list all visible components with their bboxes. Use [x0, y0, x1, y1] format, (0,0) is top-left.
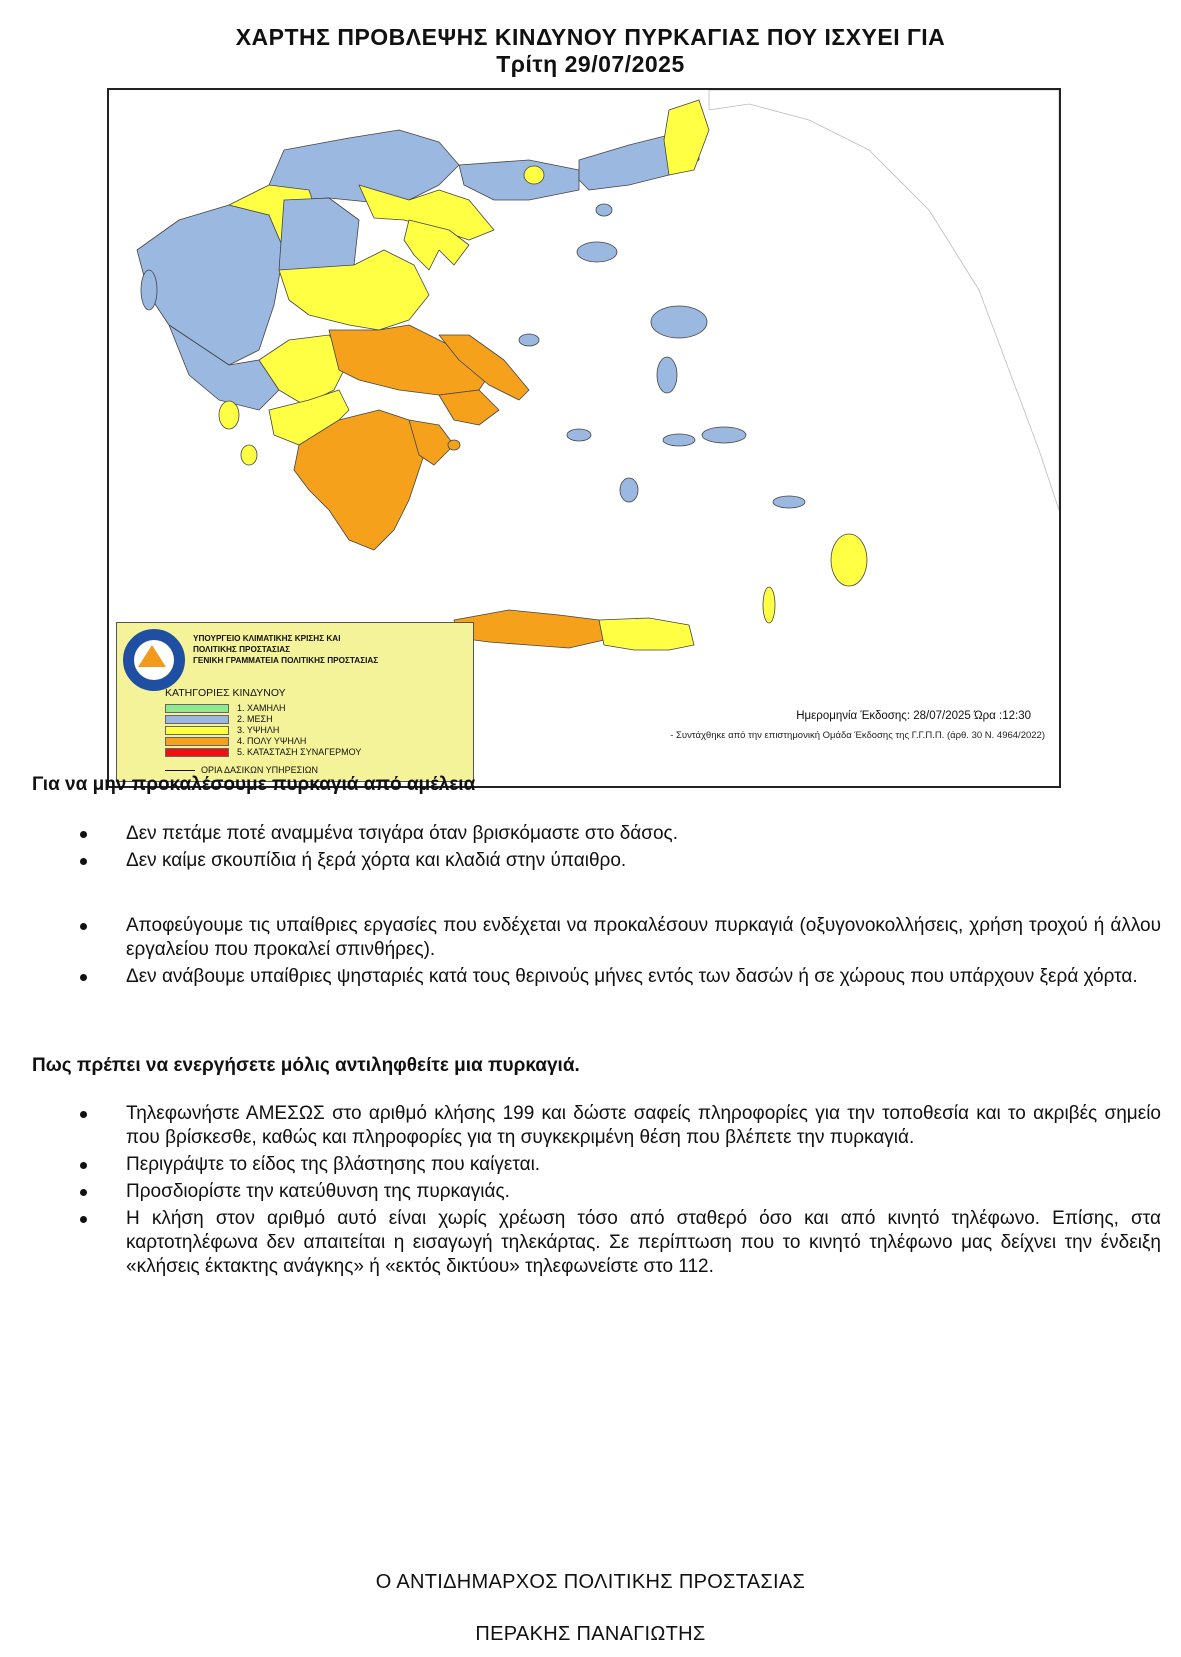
island-kefalonia — [219, 401, 239, 429]
prevention-list-a — [0, 822, 1181, 876]
region-east-macedonia — [459, 160, 579, 200]
map-legend — [116, 622, 474, 782]
bullet-icon — [80, 923, 87, 930]
legend-item-low: 1. ΧΑΜΗΛΗ — [165, 703, 465, 713]
island-andros — [567, 429, 591, 441]
bullet-icon — [80, 1189, 87, 1196]
island-naxos — [620, 478, 638, 502]
map-title-line2: Τρίτη 29/07/2025 — [496, 51, 685, 77]
list-item: Περιγράψτε το είδος της βλάστησης που καίγεται. — [0, 1153, 1181, 1177]
legend-item-boundaries: ΟΡΙΑ ΔΑΣΙΚΩΝ ΥΠΗΡΕΣΙΩΝ — [165, 765, 465, 776]
legend-item-alert: 5. ΚΑΤΑΣΤΑΣΗ ΣΥΝΑΓΕΡΜΟΥ — [165, 747, 465, 757]
bullet-icon — [80, 1216, 87, 1223]
section-heading-action: Πως πρέπει να ενεργήσετε μόλις αντιληφθείτε μια πυρκαγιά. — [32, 1055, 580, 1076]
island-ikaria — [663, 434, 695, 446]
swatch-alert — [165, 748, 229, 757]
signature-role: Ο ΑΝΤΙΔΗΜΑΡΧΟΣ ΠΟΛΙΤΙΚΗΣ ΠΡΟΣΤΑΣΙΑΣ — [375, 1571, 806, 1593]
region-crete-west-orange — [454, 610, 604, 648]
region-epirus — [137, 205, 284, 365]
island-chios — [657, 357, 677, 393]
map-title-line1: ΧΑΡΤΗΣ ΠΡΟΒΛΕΨΗΣ ΚΙΝΔΥΝΟΥ ΠΥΡΚΑΓΙΑΣ ΠΟΥ ΙΣΧΥΕΙ ΓΙΑ — [235, 24, 946, 50]
fire-risk-map — [107, 88, 1061, 788]
legend-title: ΚΑΤΗΓΟΡΙΕΣ ΚΙΝΔΥΝΟΥ — [165, 687, 286, 699]
bullet-icon — [80, 858, 87, 865]
region-attica-orange — [439, 390, 499, 425]
issue-date: Ημερομηνία Έκδοσης: 28/07/2025 Ώρα :12:30 — [796, 710, 1031, 722]
island-kos — [773, 496, 805, 508]
bullet-icon — [80, 1162, 87, 1169]
list-item: Τηλεφωνήστε ΑΜΕΣΩΣ στο αριθμό κλήσης 199 και δώστε σαφείς πληροφορίες για την τοποθεσία και το ακριβές σημείο που βρίσκεσθε, καθώς και πληροφορίες για τη συγκεκριμένη θέση που βλέπετε την πυρκαγιά. — [0, 1102, 1181, 1150]
legend-item-high: 3. ΥΨΗΛΗ — [165, 725, 465, 735]
bullet-icon — [80, 831, 87, 838]
swatch-medium — [165, 715, 229, 724]
region-evros — [664, 100, 709, 175]
island-corfu — [141, 270, 157, 310]
island-samothraki — [596, 204, 612, 216]
list-item: Δεν καίμε σκουπίδια ή ξερά χόρτα και κλαδιά στην ύπαιθρο. — [0, 849, 1181, 873]
issue-note: - Συντάχθηκε από την επιστημονική Ομάδα Έκδοσης της Γ.Γ.Π.Π. (άρθ. 30 Ν. 4964/2022) — [670, 730, 1045, 741]
island-karpathos — [763, 587, 775, 623]
boundary-line-icon — [165, 770, 195, 771]
island-lemnos — [577, 242, 617, 262]
island-zakynthos — [241, 445, 257, 465]
action-list — [0, 1102, 1181, 1282]
civil-protection-logo — [123, 629, 185, 691]
list-item: Δεν ανάβουμε υπαίθριες ψησταριές κατά τους θερινούς μήνες εντός των δασών ή σε χώρους που υπάρχουν ξερά χόρτα. — [0, 965, 1181, 989]
list-item: Δεν πετάμε ποτέ αναμμένα τσιγάρα όταν βρισκόμαστε στο δάσος. — [0, 822, 1181, 846]
list-item: Αποφεύγουμε τις υπαίθριες εργασίες που ενδέχεται να προκαλέσουν πυρκαγιά (οξυγονοκολλήσεις, χρήση τροχού ή άλλου εργαλείου που προκαλεί σπινθήρες). — [0, 914, 1181, 962]
list-item: Η κλήση στον αριθμό αυτό είναι χωρίς χρέωση τόσο από σταθερό όσο και από κινητό τηλέφωνο. Επίσης, στα καρτοτηλέφωνα δεν απαιτείται η εισαγωγή τηλεκάρτας. Σε περίπτωση που το κινητό τηλέφωνο μας δείχνει την ένδειξη «κλήσεις έκτακτης ανάγκης» ή «εκτός δικτύου» τηλεφωνείστε στο 112. — [0, 1207, 1181, 1279]
island-aegina — [448, 440, 460, 450]
signature-name: ΠΕΡΑΚΗΣ ΠΑΝΑΓΙΩΤΗΣ — [475, 1623, 706, 1645]
map-title — [0, 24, 1181, 78]
legend-item-very-high: 4. ΠΟΛΥ ΥΨΗΛΗ — [165, 736, 465, 746]
legend-organization: ΥΠΟΥΡΓΕΙΟ ΚΛΙΜΑΤΙΚΗΣ ΚΡΙΣΗΣ ΚΑΙ ΠΟΛΙΤΙΚΗΣ ΠΡΟΣΤΑΣΙΑΣ ΓΕΝΙΚΗ ΓΡΑΜΜΑΤΕΙΑ ΠΟΛΙΤΙΚΗΣ ΠΡΟΣΤΑΣΙΑΣ — [193, 634, 379, 665]
region-crete-east-yellow — [599, 618, 694, 650]
list-item: Προσδιορίστε την κατεύθυνση της πυρκαγιάς. — [0, 1180, 1181, 1204]
section-heading-prevention: Για να μην προκαλέσουμε πυρκαγιά από αμέλεια — [32, 774, 476, 795]
legend-item-medium: 2. ΜΕΣΗ — [165, 714, 465, 724]
island-thassos — [524, 166, 544, 184]
swatch-very-high — [165, 737, 229, 746]
swatch-high — [165, 726, 229, 735]
bullet-icon — [80, 974, 87, 981]
island-samos — [702, 427, 746, 443]
bullet-icon — [80, 1111, 87, 1118]
island-skyros — [519, 334, 539, 346]
island-rhodes — [831, 534, 867, 586]
swatch-low — [165, 704, 229, 713]
prevention-list-b — [0, 914, 1181, 992]
island-lesvos — [651, 306, 707, 338]
